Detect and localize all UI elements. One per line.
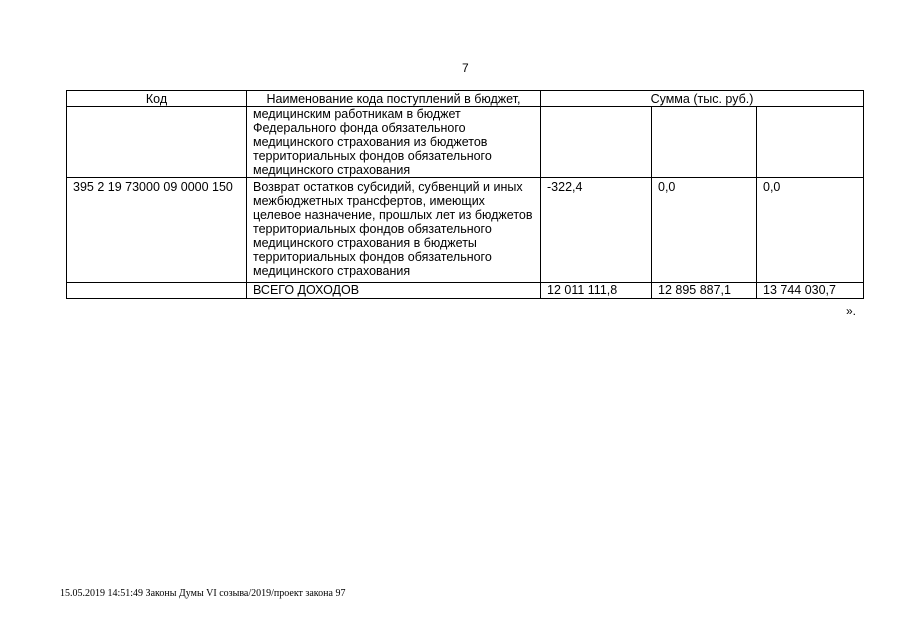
table-row: [67, 178, 864, 283]
document-footer: 15.05.2019 14:51:49 Законы Думы VI созыва/2019/проект закона 97: [60, 588, 346, 599]
cell-code: [67, 283, 247, 299]
header-code: Код: [67, 91, 247, 107]
cell-name-total: ВСЕГО ДОХОДОВ: [247, 283, 541, 299]
cell-name: медицинским работникам в бюджет Федерального фонда обязательного медицинского страхования из бюджетов территориальных фондов обязательного медицинского страхования: [247, 107, 541, 178]
cell-code: 395 2 19 73000 09 0000 150: [67, 178, 247, 283]
cell-name: Возврат остатков субсидий, субвенций и иных межбюджетных трансфертов, имеющих целевое назначение, прошлых лет из бюджетов территориальных фондов обязательного медицинского страхования в бюджеты территориальных фондов обязательного медицинского страхования: [247, 178, 541, 283]
page-number: 7: [462, 61, 469, 75]
revenue-table: [66, 90, 864, 299]
cell-sum-1: [541, 107, 652, 178]
cell-sum-3: [757, 107, 864, 178]
header-name: Наименование кода поступлений в бюджет,: [247, 91, 541, 107]
cell-total-2: 12 895 887,1: [652, 283, 757, 299]
cell-code: [67, 107, 247, 178]
cell-sum-2: 0,0: [652, 178, 757, 283]
table-header-row: [67, 91, 864, 107]
closing-quote-mark: ».: [846, 304, 857, 318]
cell-total-3: 13 744 030,7: [757, 283, 864, 299]
cell-sum-2: [652, 107, 757, 178]
header-sum: Сумма (тыс. руб.): [541, 91, 864, 107]
cell-sum-1: -322,4: [541, 178, 652, 283]
cell-sum-3: 0,0: [757, 178, 864, 283]
table-row-total: [67, 283, 864, 299]
table-row-continuation: [67, 107, 864, 178]
cell-total-1: 12 011 111,8: [541, 283, 652, 299]
